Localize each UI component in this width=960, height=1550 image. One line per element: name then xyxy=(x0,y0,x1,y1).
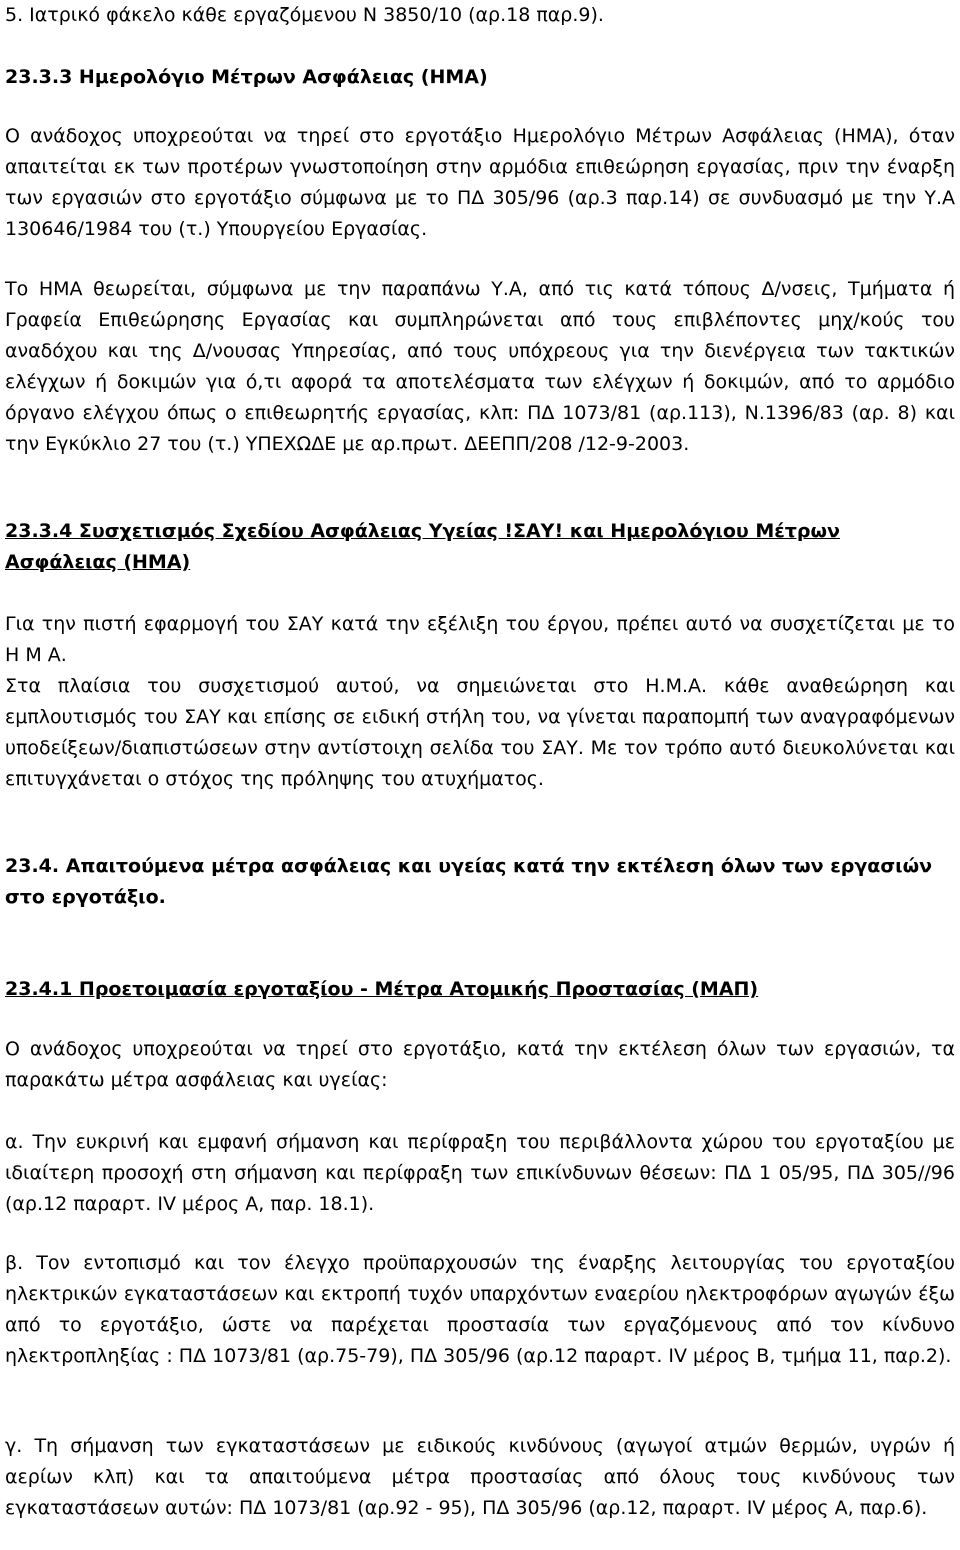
list-item-5: 5. Ιατρικό φάκελο κάθε εργαζόμενου Ν 3850/10 (αρ.18 παρ.9). xyxy=(5,4,604,26)
paragraph-contractor-measures: Ο ανάδοχος υποχρεούται να τηρεί στο εργοτάξιο, κατά την εκτέλεση όλων των εργασιών, τα παρακάτω μέτρα ασφάλειας και υγείας: xyxy=(5,1038,955,1091)
paragraph-say-revision: Στα πλαίσια του συσχετισμού αυτού, να σημειώνεται στο Η.Μ.Α. κάθε αναθεώρηση και εμπλουτισμός του ΣΑΥ και επίσης σε ειδική στήλη του, να γίνεται παραπομπή των αναγραφόμενων υποδείξεων/διαπιστώσεων στην αντίστοιχη σελίδα του ΣΑΥ. Με τον τρόπο αυτό διευκολύνεται και επιτυγχάνεται ο στόχος της πρόληψης του ατυχήματος. xyxy=(5,675,955,790)
list-item-b: β. Τον εντοπισμό και τον έλεγχο προϋπαρχουσών της έναρξης λειτουργίας του εργοταξίου ηλεκτρικών εγκαταστάσεων και εκτροπή τυχόν υπαρχόντων εναερίου ηλεκτροφόρων αγωγών έξω από το εργοτάξιο, ώστε να παρέχεται προστασία των εργαζόμενους από τον κίνδυνο ηλεκτροπληξίας : ΠΔ 1073/81 (αρ.75-79), ΠΔ 305/96 (αρ.12 παραρτ. IV μέρος Β, τμήμα 11, παρ.2). xyxy=(5,1252,955,1367)
heading-23-4-1: 23.4.1 Προετοιμασία εργοταξίου - Μέτρα Ατομικής Προστασίας (ΜΑΠ) xyxy=(5,978,759,1000)
paragraph-hma-validation: Το ΗΜΑ θεωρείται, σύμφωνα με την παραπάνω Υ.Α, από τις κατά τόπους Δ/νσεις, Τμήματα ή Γραφεία Επιθεώρησης Εργασίας και συμπληρώνεται από τους επιβλέποντες μηχ/κούς του αναδόχου και της Δ/νουσας Υπηρεσίας, από τους υπόχρεους για την διενέργεια των τακτικών ελέγχων ή δοκιμών για ό,τι αφορά τα αποτελέσματα των ελέγχων ή δοκιμών, από το αρμόδιο όργανο ελέγχου όπως ο επιθεωρητής εργασίας, κλπ: ΠΔ 1073/81 (αρ.113), Ν.1396/83 (αρ. 8) και την Εγκύκλιο 27 του (τ.) ΥΠΕΧΩΔΕ με αρ.πρωτ. ΔΕΕΠΠ/208 /12-9-2003. xyxy=(5,278,955,455)
list-item-a: α. Την ευκρινή και εμφανή σήμανση και περίφραξη του περιβάλλοντα χώρου του εργοταξίου με ιδιαίτερη προσοχή στη σήμανση και περίφραξη των επικίνδυνων θέσεων: ΠΔ 1 05/95, ΠΔ 305//96 (αρ.12 παραρτ. IV μέρος Α, παρ. 18.1). xyxy=(5,1131,955,1215)
paragraph-hma-obligation: Ο ανάδοχος υποχρεούται να τηρεί στο εργοτάξιο Ημερολόγιο Μέτρων Ασφάλειας (ΗΜΑ), όταν απαιτείται εκ των προτέρων γνωστοποίηση στην αρμόδια επιθεώρηση εργασίας, πριν την έναρξη των εργασιών στο εργοτάξιο σύμφωνα με το ΠΔ 305/96 (αρ.3 παρ.14) σε συνδυασμό με την Υ.Α 130646/1984 του (τ.) Υπουργείου Εργασίας. xyxy=(5,125,955,240)
paragraph-say-correlation: Για την πιστή εφαρμογή του ΣΑΥ κατά την εξέλιξη του έργου, πρέπει αυτό να συσχετίζεται με το Η Μ Α. xyxy=(5,613,955,666)
heading-23-3-4: 23.3.4 Συσχετισμός Σχεδίου Ασφάλειας Υγείας !ΣΑΥ! και Ημερολόγιου Μέτρων Ασφάλειας (ΗΜΑ) xyxy=(5,520,840,573)
heading-23-3-3: 23.3.3 Ημερολόγιο Μέτρων Ασφάλειας (ΗΜΑ) xyxy=(5,66,488,88)
heading-23-4: 23.4. Απαιτούμενα μέτρα ασφάλειας και υγείας κατά την εκτέλεση όλων των εργασιών στο εργοτάξιο. xyxy=(5,855,933,908)
list-item-c: γ. Τη σήμανση των εγκαταστάσεων με ειδικούς κινδύνους (αγωγοί ατμών θερμών, υγρών ή αερίων κλπ) και τα απαιτούμενα μέτρα προστασίας από όλους τους κινδύνους των εγκαταστάσεων αυτών: ΠΔ 1073/81 (αρ.92 - 95), ΠΔ 305/96 (αρ.12, παραρτ. IV μέρος Α, παρ.6). xyxy=(5,1435,955,1519)
